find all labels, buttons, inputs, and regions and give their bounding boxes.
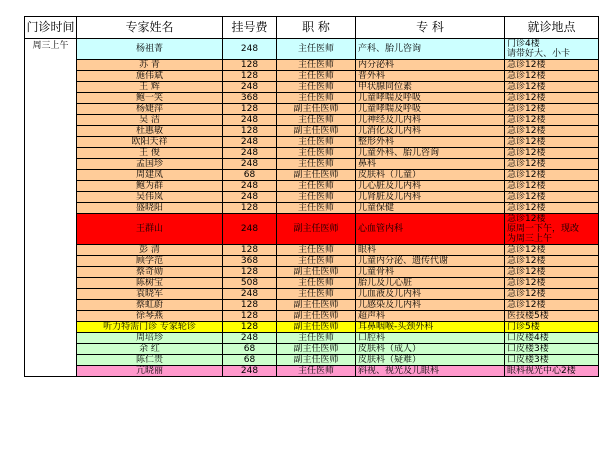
header-row xyxy=(25,17,599,39)
location-cell: 急诊12楼 原周一下午，现改 为周三上午 xyxy=(505,214,599,245)
header-specialty: 专 科 xyxy=(356,17,505,39)
specialty-cell: 皮肤科（成人） xyxy=(356,344,505,355)
specialty-cell: 整形外科 xyxy=(356,137,505,148)
expert-name-cell: 吴伟岚 xyxy=(77,192,223,203)
title-cell: 主任医师 xyxy=(277,181,356,192)
fee-cell: 508 xyxy=(223,278,277,289)
title-cell: 主任医师 xyxy=(277,278,356,289)
table-row xyxy=(25,71,599,82)
header-time: 门诊时间 xyxy=(25,17,77,39)
expert-name-cell: 杨婕萍 xyxy=(77,104,223,115)
fee-cell: 68 xyxy=(223,355,277,366)
expert-name-cell: 亢晓丽 xyxy=(77,366,223,377)
location-cell: 急诊12楼 xyxy=(505,60,599,71)
header-fee: 挂号费 xyxy=(223,17,277,39)
fee-cell: 128 xyxy=(223,203,277,214)
title-cell: 副主任医师 xyxy=(277,214,356,245)
title-cell: 副主任医师 xyxy=(277,126,356,137)
specialty-cell: 鼻科 xyxy=(356,159,505,170)
expert-name-cell: 陈树宝 xyxy=(77,278,223,289)
expert-name-cell: 徐琴燕 xyxy=(77,311,223,322)
title-cell: 主任医师 xyxy=(277,148,356,159)
specialty-cell: 皮肤科（疑难） xyxy=(356,355,505,366)
location-cell: 急诊12楼 xyxy=(505,289,599,300)
location-cell: 急诊12楼 xyxy=(505,256,599,267)
table-row xyxy=(25,115,599,126)
expert-name-cell: 周培珍 xyxy=(77,333,223,344)
table-row xyxy=(25,39,599,60)
expert-name-cell: 陈仁贵 xyxy=(77,355,223,366)
table-row xyxy=(25,300,599,311)
location-cell: 门诊4楼 请带好大、小卡 xyxy=(505,39,599,60)
fee-cell: 248 xyxy=(223,192,277,203)
expert-name-cell: 王 俊 xyxy=(77,148,223,159)
title-cell: 主任医师 xyxy=(277,71,356,82)
specialty-cell: 儿血液及儿内科 xyxy=(356,289,505,300)
specialty-cell: 儿童内分泌、遗传代谢 xyxy=(356,256,505,267)
location-cell: 急诊12楼 xyxy=(505,203,599,214)
specialty-cell: 儿感染及儿内科 xyxy=(356,300,505,311)
expert-name-cell: 鲍一笑 xyxy=(77,93,223,104)
specialty-cell: 内分泌科 xyxy=(356,60,505,71)
location-cell: 急诊12楼 xyxy=(505,267,599,278)
expert-name-cell: 听力特需门诊 专家轮诊 xyxy=(77,322,223,333)
title-cell: 主任医师 xyxy=(277,82,356,93)
header-expert-name: 专家姓名 xyxy=(77,17,223,39)
table-row xyxy=(25,170,599,181)
expert-name-cell: 杨祖菁 xyxy=(77,39,223,60)
specialty-cell: 儿消化及儿内科 xyxy=(356,126,505,137)
clinic-schedule-table xyxy=(24,16,599,377)
location-cell: 急诊12楼 xyxy=(505,137,599,148)
title-cell: 副主任医师 xyxy=(277,104,356,115)
location-cell: 急诊12楼 xyxy=(505,148,599,159)
expert-name-cell: 杜惠敏 xyxy=(77,126,223,137)
location-cell: 急诊12楼 xyxy=(505,159,599,170)
expert-name-cell: 蔡虹蔚 xyxy=(77,300,223,311)
fee-cell: 248 xyxy=(223,148,277,159)
location-cell: 急诊12楼 xyxy=(505,278,599,289)
location-cell: 急诊12楼 xyxy=(505,93,599,104)
title-cell: 副主任医师 xyxy=(277,311,356,322)
clinic-time-cell: 周三上午 xyxy=(25,39,77,377)
fee-cell: 128 xyxy=(223,311,277,322)
title-cell: 主任医师 xyxy=(277,60,356,71)
expert-name-cell: 袁晓军 xyxy=(77,289,223,300)
expert-name-cell: 鲍为群 xyxy=(77,181,223,192)
location-cell: 急诊12楼 xyxy=(505,126,599,137)
specialty-cell: 甲状腺同位素 xyxy=(356,82,505,93)
expert-name-cell: 王 辉 xyxy=(77,82,223,93)
fee-cell: 248 xyxy=(223,137,277,148)
title-cell: 主任医师 xyxy=(277,93,356,104)
fee-cell: 248 xyxy=(223,214,277,245)
location-cell: 急诊12楼 xyxy=(505,71,599,82)
fee-cell: 248 xyxy=(223,366,277,377)
location-cell: 急诊12楼 xyxy=(505,245,599,256)
table-row xyxy=(25,256,599,267)
title-cell: 副主任医师 xyxy=(277,300,356,311)
title-cell: 副主任医师 xyxy=(277,355,356,366)
title-cell: 主任医师 xyxy=(277,203,356,214)
schedule-sheet xyxy=(24,16,592,377)
table-row xyxy=(25,267,599,278)
fee-cell: 128 xyxy=(223,245,277,256)
specialty-cell: 儿肾脏及儿内科 xyxy=(356,192,505,203)
fee-cell: 68 xyxy=(223,344,277,355)
table-row xyxy=(25,355,599,366)
fee-cell: 248 xyxy=(223,333,277,344)
title-cell: 主任医师 xyxy=(277,39,356,60)
table-row xyxy=(25,60,599,71)
table-row xyxy=(25,344,599,355)
expert-name-cell: 吴 洁 xyxy=(77,115,223,126)
title-cell: 主任医师 xyxy=(277,115,356,126)
title-cell: 主任医师 xyxy=(277,159,356,170)
specialty-cell: 心血管内科 xyxy=(356,214,505,245)
location-cell: 急诊12楼 xyxy=(505,170,599,181)
expert-name-cell: 盛晓阳 xyxy=(77,203,223,214)
fee-cell: 128 xyxy=(223,71,277,82)
schedule-body xyxy=(25,39,599,377)
title-cell: 副主任医师 xyxy=(277,267,356,278)
location-cell: 急诊12楼 xyxy=(505,104,599,115)
table-row xyxy=(25,311,599,322)
location-cell: 急诊12楼 xyxy=(505,115,599,126)
title-cell: 主任医师 xyxy=(277,256,356,267)
table-row xyxy=(25,82,599,93)
table-row xyxy=(25,104,599,115)
table-row xyxy=(25,322,599,333)
expert-name-cell: 欧阳天祥 xyxy=(77,137,223,148)
location-cell: 急诊12楼 xyxy=(505,300,599,311)
fee-cell: 128 xyxy=(223,267,277,278)
expert-name-cell: 苏 青 xyxy=(77,60,223,71)
title-cell: 主任医师 xyxy=(277,333,356,344)
location-cell: 眼科视光中心2楼 xyxy=(505,366,599,377)
header-location: 就诊地点 xyxy=(505,17,599,39)
title-cell: 副主任医师 xyxy=(277,322,356,333)
fee-cell: 128 xyxy=(223,104,277,115)
specialty-cell: 儿童哮喘及呼吸 xyxy=(356,104,505,115)
location-cell: 口皮楼3楼 xyxy=(505,344,599,355)
fee-cell: 128 xyxy=(223,126,277,137)
expert-name-cell: 孟国珍 xyxy=(77,159,223,170)
location-cell: 医技楼5楼 xyxy=(505,311,599,322)
fee-cell: 368 xyxy=(223,93,277,104)
fee-cell: 248 xyxy=(223,159,277,170)
specialty-cell: 儿童保健 xyxy=(356,203,505,214)
table-row xyxy=(25,137,599,148)
location-cell: 急诊12楼 xyxy=(505,82,599,93)
fee-cell: 68 xyxy=(223,170,277,181)
table-row xyxy=(25,126,599,137)
specialty-cell: 产科、胎儿咨询 xyxy=(356,39,505,60)
specialty-cell: 胎儿及儿心脏 xyxy=(356,278,505,289)
table-row xyxy=(25,203,599,214)
table-row xyxy=(25,366,599,377)
specialty-cell: 儿心脏及儿内科 xyxy=(356,181,505,192)
fee-cell: 128 xyxy=(223,322,277,333)
table-row xyxy=(25,333,599,344)
header-title: 职 称 xyxy=(277,17,356,39)
expert-name-cell: 周建凤 xyxy=(77,170,223,181)
table-row xyxy=(25,245,599,256)
specialty-cell: 超声科 xyxy=(356,311,505,322)
fee-cell: 248 xyxy=(223,115,277,126)
table-row xyxy=(25,148,599,159)
title-cell: 副主任医师 xyxy=(277,170,356,181)
location-cell: 门诊5楼 xyxy=(505,322,599,333)
expert-name-cell: 施伟斌 xyxy=(77,71,223,82)
expert-name-cell: 余 红 xyxy=(77,344,223,355)
table-row xyxy=(25,181,599,192)
specialty-cell: 儿童哮喘及呼吸 xyxy=(356,93,505,104)
expert-name-cell: 彭 清 xyxy=(77,245,223,256)
specialty-cell: 斜视、视光及儿眼科 xyxy=(356,366,505,377)
specialty-cell: 普外科 xyxy=(356,71,505,82)
fee-cell: 248 xyxy=(223,289,277,300)
specialty-cell: 眼科 xyxy=(356,245,505,256)
location-cell: 急诊12楼 xyxy=(505,192,599,203)
specialty-cell: 口腔科 xyxy=(356,333,505,344)
table-row xyxy=(25,93,599,104)
location-cell: 口皮楼4楼 xyxy=(505,333,599,344)
expert-name-cell: 顾学范 xyxy=(77,256,223,267)
title-cell: 主任医师 xyxy=(277,245,356,256)
specialty-cell: 儿童骨科 xyxy=(356,267,505,278)
fee-cell: 128 xyxy=(223,60,277,71)
table-row xyxy=(25,289,599,300)
specialty-cell: 儿神经及儿内科 xyxy=(356,115,505,126)
specialty-cell: 皮肤科（儿童） xyxy=(356,170,505,181)
title-cell: 主任医师 xyxy=(277,137,356,148)
specialty-cell: 耳鼻咽喉-头颈外科 xyxy=(356,322,505,333)
title-cell: 主任医师 xyxy=(277,192,356,203)
fee-cell: 248 xyxy=(223,39,277,60)
title-cell: 副主任医师 xyxy=(277,344,356,355)
title-cell: 主任医师 xyxy=(277,366,356,377)
fee-cell: 128 xyxy=(223,300,277,311)
table-row xyxy=(25,159,599,170)
table-row xyxy=(25,278,599,289)
location-cell: 急诊12楼 xyxy=(505,181,599,192)
fee-cell: 248 xyxy=(223,181,277,192)
table-row xyxy=(25,192,599,203)
table-row xyxy=(25,214,599,245)
title-cell: 主任医师 xyxy=(277,289,356,300)
specialty-cell: 儿童外科、胎儿咨询 xyxy=(356,148,505,159)
expert-name-cell: 蔡奇勋 xyxy=(77,267,223,278)
location-cell: 口皮楼3楼 xyxy=(505,355,599,366)
fee-cell: 248 xyxy=(223,82,277,93)
expert-name-cell: 王群山 xyxy=(77,214,223,245)
fee-cell: 368 xyxy=(223,256,277,267)
